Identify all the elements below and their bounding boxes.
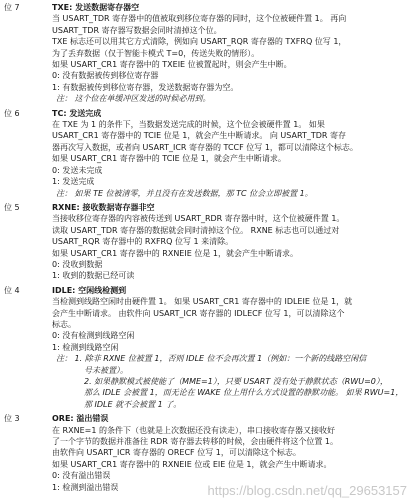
description-line: 器再次写入数据，或者向 USART_ICR 寄存器的 TCCF 位写 1，都可以清除这个标志。 xyxy=(52,142,358,152)
bit-title: ORE: 溢出错误 xyxy=(52,414,109,424)
description-line: 1: 检测到线路空闲 xyxy=(52,342,119,352)
watermark-url: https://blog.csdn.net/qq_29653157 xyxy=(207,482,407,498)
description-line: 标志。 xyxy=(52,319,76,329)
note-line: 那 IDLE 就不会被置 1 了。 xyxy=(84,399,182,409)
description-line: USART_RQR 寄存器中的 RXFRQ 位写 1 来清除。 xyxy=(52,237,234,247)
description-line: 0: 没有检测到线路空闲 xyxy=(52,331,135,341)
description-line: 在 TXE 为 1 的条件下，当数据发送完成的时候，这个位会被硬件置 1。 如果 xyxy=(52,120,325,130)
description-line: 了一个字节的数据并准备往 RDR 寄存器去转移的时候，会由硬件将这个位置 1。 xyxy=(52,437,338,447)
description-line: 在 RXNE=1 的条件下（也就是上次数据还没有读走），串口接收寄存器又接收好 xyxy=(52,425,335,435)
description-line: 读取 USART_TDR 寄存器的数据就会同时清掉这个位。 RXNE 标志也可以通过对 xyxy=(52,225,340,235)
note-line: 2. 如果静默模式被使能了（MME=1），只要 USART 没有处于静默状态（RWU=0）， xyxy=(84,377,388,386)
bit-section xyxy=(0,108,411,199)
description-line: 当检测到线路空闲时由硬件置 1。 如果 USART_CR1 寄存器中的 IDLEIE 位是 1，就 xyxy=(52,297,353,307)
note-line: 注： 如果 TE 位被清零，并且没有在发送数据，那 TC 位会立即被置 1。 xyxy=(56,188,313,198)
description-line: 1: 检测到溢出错误 xyxy=(52,482,119,492)
bit-title: TXE: 发送数据寄存器空 xyxy=(52,3,140,12)
description-line: 0: 没收到数据 xyxy=(52,259,103,269)
bit-title: TC: 发送完成 xyxy=(52,108,102,118)
bit-title: IDLE: 空闲线检测到 xyxy=(52,285,127,295)
description-line: 1: 有数据被传到移位寄存器，发送数据寄存器为空。 xyxy=(52,82,239,92)
bit-section xyxy=(0,285,411,410)
bit-label: 位 6 xyxy=(4,108,20,118)
description-line: 0: 没有溢出错误 xyxy=(52,471,111,481)
note-line: 号未被置）。 xyxy=(84,365,128,375)
description-line: 如果 USART_CR1 寄存器中的 RXNEIE 位或 EIE 位是 1，就会产生中断请求。 xyxy=(52,459,332,469)
note-line: 那么 IDLE 会被置 1，而无论在 WAKE 位上用什么方式设置的静默功能。 如果 RWU=1， xyxy=(84,388,404,398)
description-line: 会产生中断请求。 由软件向 USART_ICR 寄存器的 IDLECF 位写 1，可以清除这个 xyxy=(52,308,345,318)
bit-section xyxy=(0,2,411,105)
bit-label: 位 3 xyxy=(4,414,20,424)
description-line: USART_CR1 寄存器中的 TCIE 位是 1，就会产生中断请求。 向 USART_TDR 寄存 xyxy=(52,131,346,141)
description-line: 由软件向 USART_ICR 寄存器的 ORECF 位写 1，可以清除这个标志。 xyxy=(52,448,301,458)
bit-label: 位 7 xyxy=(4,3,20,12)
description-line: 当 USART_TDR 寄存器中的值被取到移位寄存器的同时，这个位被硬件置 1。 再向 xyxy=(52,14,347,24)
bit-section xyxy=(0,413,411,493)
bit-label: 位 4 xyxy=(4,285,20,295)
description-line: USART_TDR 寄存器写数据会同时清掉这个位。 xyxy=(52,25,222,35)
description-line: 当接收移位寄存器的内容被传送到 USART_RDR 寄存器中时，这个位被硬件置 1。 xyxy=(52,214,345,224)
description-line: 如果 USART_CR1 寄存器中的 RXNEIE 位是 1，就会产生中断请求。 xyxy=(52,248,298,258)
note-line: 注： 1. 除非 RXNE 位被置 1，否则 IDLE 位不会再次置 1（例如：一个新的线路空闲信 xyxy=(56,354,367,364)
description-line: 0: 没有数据被传到移位寄存器 xyxy=(52,71,159,81)
description-line: 1: 收到的数据已经可读 xyxy=(52,271,135,281)
description-line: 如果 USART_CR1 寄存器中的 TXEIE 位被置起时，则会产生中断。 xyxy=(52,60,292,70)
bit-label: 位 5 xyxy=(4,202,20,212)
register-description xyxy=(0,2,411,496)
description-line: 1: 发送完成 xyxy=(52,177,95,187)
bit-title: RXNE: 接收数据寄存器非空 xyxy=(52,202,155,212)
description-line: 为了丢弃数据（仅于智能卡模式 T=0，传送失败的情形）。 xyxy=(52,48,260,58)
bit-section xyxy=(0,202,411,282)
description-line: 0: 发送未完成 xyxy=(52,165,103,175)
note-line: 注： 这个位在单缓冲区发送的时候必用到。 xyxy=(56,94,211,104)
description-line: 如果 USART_CR1 寄存器中的 TCIE 位是 1，就会产生中断请求。 xyxy=(52,154,286,164)
description-line: TXE 标志还可以用其它方式清除，例如向 USART_RQR 寄存器的 TXFRQ 位写 1， xyxy=(52,37,347,47)
